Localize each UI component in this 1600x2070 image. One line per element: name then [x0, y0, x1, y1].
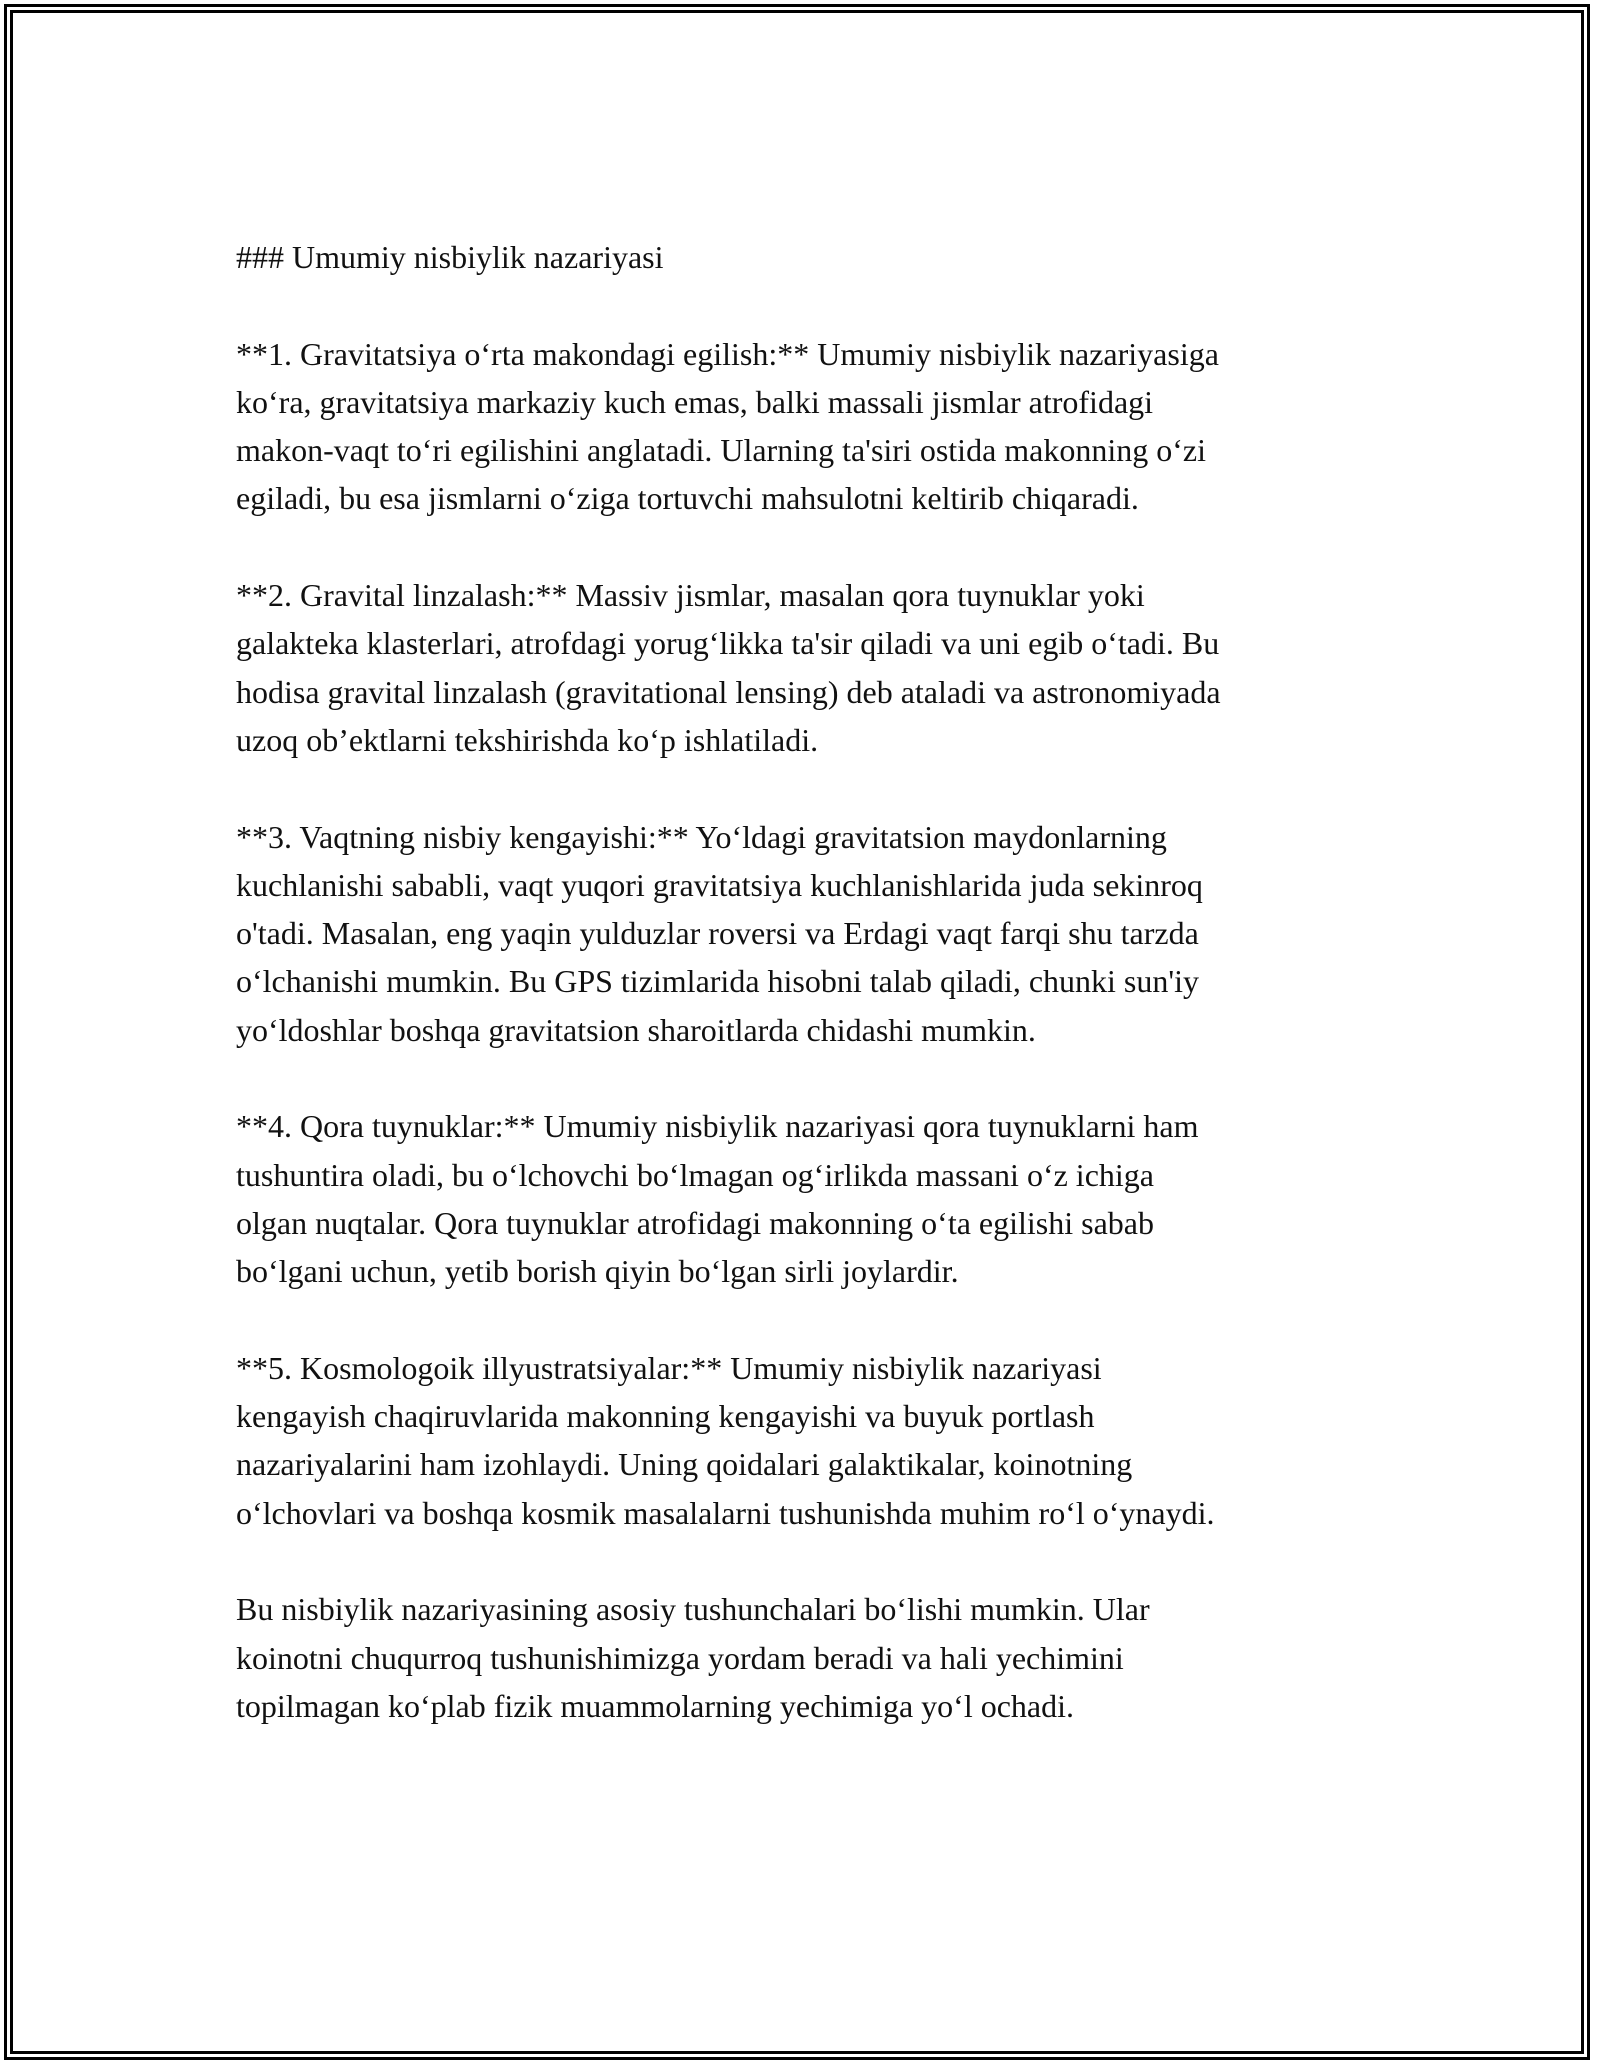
paragraph-line: hodisa gravital linzalash (gravitational lensing) deb ataladi va astronomiyada — [236, 673, 1221, 710]
paragraph-line: topilmagan ko‘plab fizik muammolarning yechimiga yo‘l ochadi. — [236, 1687, 1074, 1724]
paragraph-line: bo‘lgani uchun, yetib borish qiyin bo‘lgan sirli joylardir. — [236, 1253, 959, 1290]
document-heading — [236, 233, 1376, 281]
paragraph-line: o‘lchanishi mumkin. Bu GPS tizimlarida hisobni talab qiladi, chunki sun'iy — [236, 963, 1200, 1000]
paragraph-line: o‘lchovlari va boshqa kosmik masalalarni tushunishda muhim ro‘l o‘ynaydi. — [236, 1494, 1215, 1531]
paragraph-line: egiladi, bu esa jismlarni o‘ziga tortuvchi mahsulotni keltirib chiqaradi. — [236, 480, 1139, 517]
paragraph-line: **3. Vaqtning nisbiy kengayishi:** Yo‘ldagi gravitatsion maydonlarning — [236, 818, 1167, 855]
document-body — [236, 233, 1376, 1779]
paragraph-line: kengayish chaqiruvlarida makonning kengayishi va buyuk portlash — [236, 1398, 1095, 1435]
paragraph-line: yo‘ldoshlar boshqa gravitatsion sharoitlarda chidashi mumkin. — [236, 1011, 1036, 1048]
paragraph-line: nazariyalarini ham izohlaydi. Uning qoidalari galaktikalar, koinotning — [236, 1446, 1133, 1483]
paragraph-line: o'tadi. Masalan, eng yaqin yulduzlar roversi va Erdagi vaqt farqi shu tarzda — [236, 915, 1199, 952]
paragraph-line: **2. Gravital linzalash:** Massiv jismlar, masalan qora tuynuklar yoki — [236, 577, 1145, 614]
paragraph-line: ko‘ra, gravitatsiya markaziy kuch emas, balki massali jismlar atrofidagi — [236, 383, 1154, 420]
paragraph-cosmological-illustrations — [236, 1344, 1376, 1537]
paragraph-line: **4. Qora tuynuklar:** Umumiy nisbiylik nazariyasi qora tuynuklarni ham — [236, 1108, 1199, 1145]
paragraph-line: Bu nisbiylik nazariyasining asosiy tushunchalari bo‘lishi mumkin. Ular — [236, 1591, 1150, 1628]
paragraph-line: olgan nuqtalar. Qora tuynuklar atrofidagi makonning o‘ta egilishi sabab — [236, 1204, 1154, 1241]
heading-text: ### Umumiy nisbiylik nazariyasi — [236, 239, 664, 275]
paragraph-gravitational-lensing — [236, 571, 1376, 764]
paragraph-line: **1. Gravitatsiya o‘rta makondagi egilish:** Umumiy nisbiylik nazariyasiga — [236, 335, 1219, 372]
paragraph-line: galakteka klasterlari, atrofdagi yorug‘likka ta'sir qiladi va uni egib o‘tadi. Bu — [236, 625, 1220, 662]
paragraph-line: **5. Kosmologoik illyustratsiyalar:** Umumiy nisbiylik nazariyasi — [236, 1349, 1102, 1386]
paragraph-black-holes — [236, 1102, 1376, 1295]
paragraph-time-dilation — [236, 813, 1376, 1054]
paragraph-line: koinotni chuqurroq tushunishimizga yordam beradi va hali yechimini — [236, 1639, 1124, 1676]
paragraph-line: tushuntira oladi, bu o‘lchovchi bo‘lmagan og‘irlikda massani o‘z ichiga — [236, 1156, 1154, 1193]
paragraph-line: kuchlanishi sababli, vaqt yuqori gravitatsiya kuchlanishlarida juda sekinroq — [236, 866, 1203, 903]
paragraph-line: uzoq ob’ektlarni tekshirishda ko‘p ishlatiladi. — [236, 721, 819, 758]
paragraph-line: makon-vaqt to‘ri egilishini anglatadi. Ularning ta'siri ostida makonning o‘zi — [236, 432, 1206, 469]
paragraph-conclusion — [236, 1585, 1376, 1730]
paragraph-gravitation-curvature — [236, 330, 1376, 523]
